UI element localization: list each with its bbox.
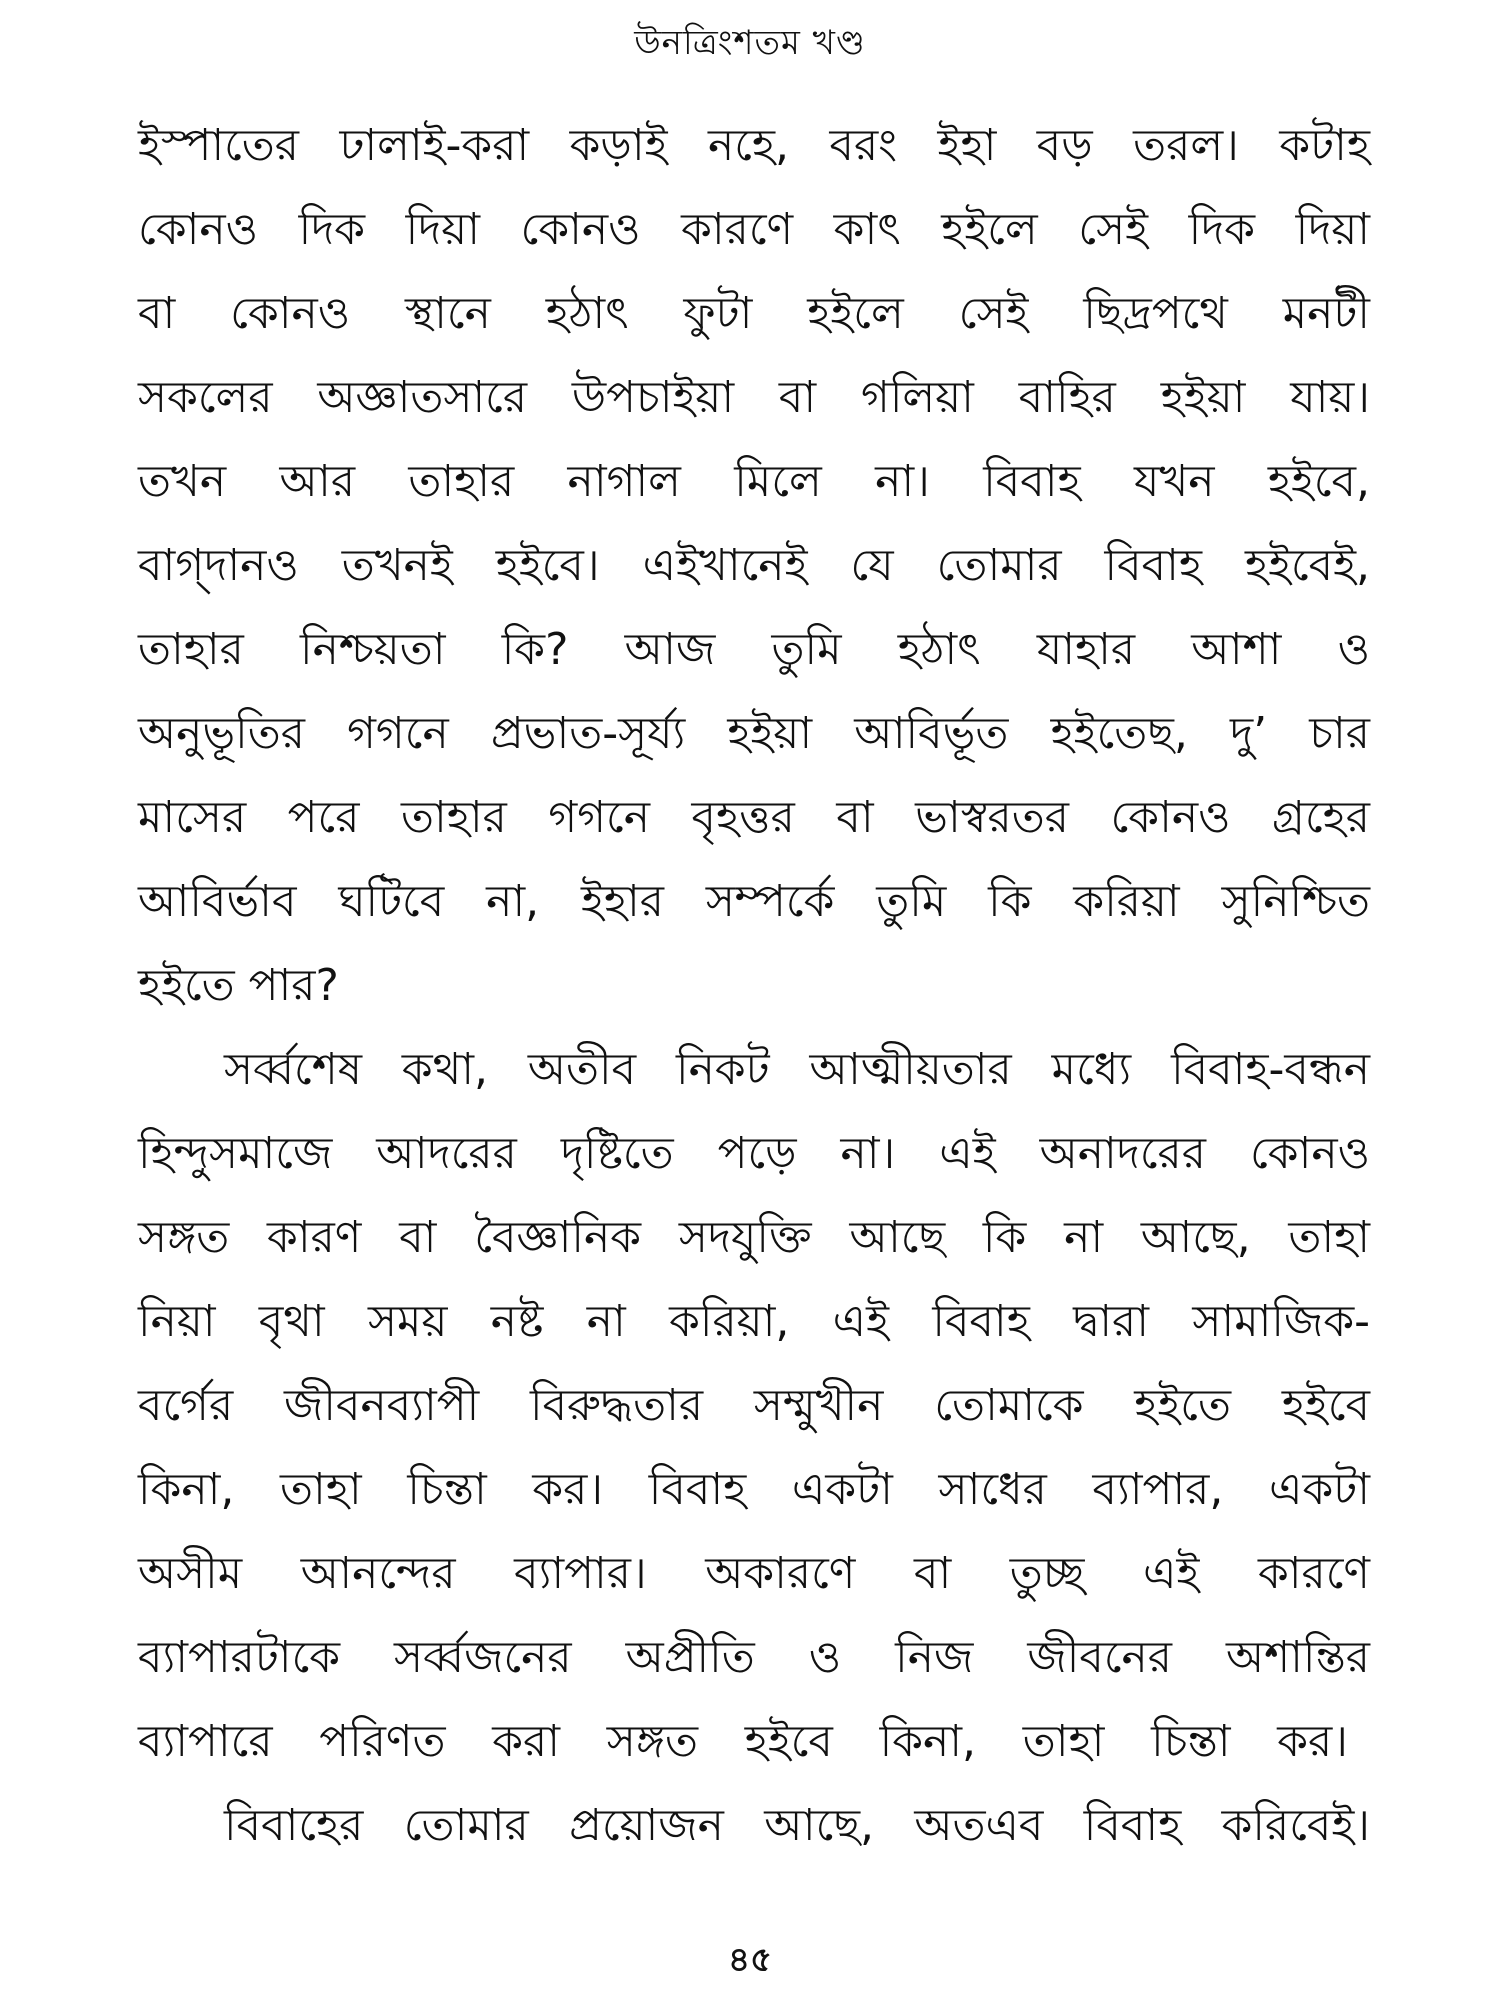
body-text <box>138 104 1370 1868</box>
paragraph <box>138 1784 1370 1868</box>
text-line: সকলের অজ্ঞাতসারে উপচাইয়া বা গলিয়া বাহির হইয়া যায়। <box>138 372 1370 423</box>
text-line: কিনা, তাহা চিন্তা কর। বিবাহ একটা সাধের ব্যাপার, একটা <box>138 1464 1370 1515</box>
text-line: বা কোনও স্থানে হঠাৎ ফুটা হইলে সেই ছিদ্রপথে মনটী <box>138 288 1370 339</box>
paragraph <box>138 1028 1370 1784</box>
text-line: তাহার নিশ্চয়তা কি? আজ তুমি হঠাৎ যাহার আশা ও <box>138 624 1370 675</box>
text-line: অসীম আনন্দের ব্যাপার। অকারণে বা তুচ্ছ এই কারণে <box>138 1548 1370 1599</box>
text-line: ব্যাপারে পরিণত করা সঙ্গত হইবে কিনা, তাহা চিন্তা কর। <box>138 1716 1348 1767</box>
text-line: অনুভূতির গগনে প্রভাত-সূর্য্য হইয়া আবির্ভূত হইতেছ, দু’ চার <box>138 708 1370 759</box>
text-line: ব্যাপারটাকে সর্ব্বজনের অপ্রীতি ও নিজ জীবনের অশান্তির <box>138 1632 1370 1683</box>
text-line: ইস্পাতের ঢালাই-করা কড়াই নহে, বরং ইহা বড় তরল। কটাহ <box>138 120 1370 171</box>
text-line: হিন্দুসমাজে আদরের দৃষ্টিতে পড়ে না। এই অনাদরের কোনও <box>138 1128 1370 1179</box>
text-line: কোনও দিক দিয়া কোনও কারণে কাৎ হইলে সেই দিক দিয়া <box>138 204 1370 255</box>
text-line: নিয়া বৃথা সময় নষ্ট না করিয়া, এই বিবাহ দ্বারা সামাজিক- <box>138 1296 1370 1347</box>
text-line: হইতে পার? <box>138 960 339 1011</box>
text-line: বিবাহের তোমার প্রয়োজন আছে, অতএব বিবাহ করিবেই। <box>224 1800 1370 1851</box>
text-line: বাগ্‌দানও তখনই হইবে। এইখানেই যে তোমার বিবাহ হইবেই, <box>138 540 1370 591</box>
running-header: উনত্রিংশতম খণ্ড <box>634 23 866 63</box>
text-line: বর্গের জীবনব্যাপী বিরুদ্ধতার সম্মুখীন তোমাকে হইতে হইবে <box>138 1380 1370 1431</box>
page-number: ৪৫ <box>727 1940 773 1980</box>
text-line: সর্ব্বশেষ কথা, অতীব নিকট আত্মীয়তার মধ্যে বিবাহ-বন্ধন <box>224 1044 1370 1095</box>
text-line: তখন আর তাহার নাগাল মিলে না। বিবাহ যখন হইবে, <box>138 456 1370 507</box>
text-line: মাসের পরে তাহার গগনে বৃহত্তর বা ভাস্বরতর কোনও গ্রহের <box>138 792 1370 843</box>
text-line: আবির্ভাব ঘটিবে না, ইহার সম্পর্কে তুমি কি করিয়া সুনিশ্চিত <box>138 876 1370 927</box>
paragraph <box>138 104 1370 1028</box>
text-line: সঙ্গত কারণ বা বৈজ্ঞানিক সদযুক্তি আছে কি না আছে, তাহা <box>138 1212 1370 1263</box>
